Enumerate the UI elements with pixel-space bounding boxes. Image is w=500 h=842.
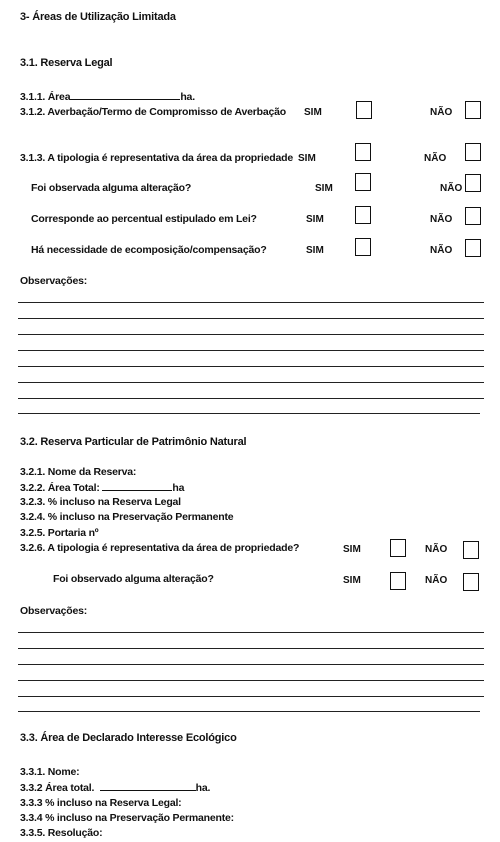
tipologia-32-no-label: NÃO (425, 544, 448, 555)
incluso-pp-label: 3.2.4. % incluso na Preservação Permanente (20, 511, 234, 523)
area-row (20, 90, 195, 103)
alteracao-32-yes-checkbox[interactable] (390, 572, 406, 590)
area-total-33-label: 3.3.2 Área total. (20, 782, 95, 794)
alteracao-yes-checkbox[interactable] (355, 173, 371, 191)
area-label: 3.1.1. Área (20, 91, 71, 103)
area-total-33-unit: ha. (195, 782, 211, 794)
obs-line-31-6[interactable] (18, 382, 484, 383)
percentual-yes-label: SIM (306, 214, 324, 225)
obs-line-31-8[interactable] (18, 413, 480, 414)
alteracao-no-label: NÃO (440, 183, 463, 194)
area-field[interactable] (70, 90, 180, 100)
alteracao-32-label: Foi observado alguma alteração? (53, 573, 214, 585)
section-title-adie: 3.3. Área de Declarado Interesse Ecológico (20, 732, 237, 744)
tipologia-yes-label: SIM (298, 153, 316, 164)
obs-line-32-1[interactable] (18, 632, 484, 633)
averbacao-label: 3.1.2. Averbação/Termo de Compromisso de Averbação (20, 106, 287, 118)
necessidade-no-label: NÃO (430, 245, 453, 256)
obs-line-32-4[interactable] (18, 680, 484, 681)
area-total-33-field[interactable] (100, 781, 196, 791)
resolucao-label: 3.3.5. Resolução: (20, 827, 103, 839)
obs-line-31-5[interactable] (18, 366, 484, 367)
tipologia-no-label: NÃO (424, 153, 447, 164)
area-total-row (20, 481, 184, 494)
obs-line-31-3[interactable] (18, 334, 484, 335)
alteracao-32-no-label: NÃO (425, 575, 448, 586)
tipologia-32-yes-checkbox[interactable] (390, 539, 406, 557)
necessidade-yes-label: SIM (306, 245, 324, 256)
percentual-no-label: NÃO (430, 214, 453, 225)
incluso-rl-33-label: 3.3.3 % incluso na Reserva Legal: (20, 797, 182, 809)
alteracao-32-no-checkbox[interactable] (463, 573, 479, 591)
observacoes-label-32: Observações: (20, 605, 88, 617)
necessidade-label: Há necessidade de ecomposição/compensação? (31, 244, 267, 256)
averbacao-no-label: NÃO (430, 107, 453, 118)
obs-line-32-6[interactable] (18, 711, 480, 712)
tipologia-32-yes-label: SIM (343, 544, 361, 555)
nome-reserva-label: 3.2.1. Nome da Reserva: (20, 466, 137, 478)
incluso-rl-label: 3.2.3. % incluso na Reserva Legal (20, 496, 181, 508)
area-total-field[interactable] (102, 481, 172, 491)
tipologia-no-checkbox[interactable] (465, 143, 481, 161)
obs-line-31-7[interactable] (18, 398, 484, 399)
tipologia-yes-checkbox[interactable] (355, 143, 371, 161)
alteracao-yes-label: SIM (315, 183, 333, 194)
obs-line-32-5[interactable] (18, 696, 484, 697)
obs-line-31-4[interactable] (18, 350, 484, 351)
obs-line-31-2[interactable] (18, 318, 484, 319)
alteracao-32-yes-label: SIM (343, 575, 361, 586)
averbacao-yes-checkbox[interactable] (356, 101, 372, 119)
portaria-label: 3.2.5. Portaria nº (20, 527, 99, 539)
obs-line-31-1[interactable] (18, 302, 484, 303)
necessidade-yes-checkbox[interactable] (355, 238, 371, 256)
percentual-no-checkbox[interactable] (465, 207, 481, 225)
obs-line-32-3[interactable] (18, 664, 484, 665)
section-title-rppn: 3.2. Reserva Particular de Patrimônio Natural (20, 436, 247, 448)
tipologia-label: 3.1.3. A tipologia é representativa da área da propriedade (20, 152, 293, 164)
area-total-33-row (20, 781, 210, 794)
area-unit: ha. (180, 91, 195, 103)
obs-line-32-2[interactable] (18, 648, 484, 649)
alteracao-label: Foi observada alguma alteração? (31, 182, 192, 194)
area-total-label: 3.2.2. Área Total: (20, 482, 100, 494)
percentual-label: Corresponde ao percentual estipulado em Lei? (31, 213, 257, 225)
section-title-reserva-legal: 3.1. Reserva Legal (20, 57, 113, 69)
nome-33-label: 3.3.1. Nome: (20, 766, 80, 778)
tipologia-32-no-checkbox[interactable] (463, 541, 479, 559)
averbacao-yes-label: SIM (304, 107, 322, 118)
alteracao-no-checkbox[interactable] (465, 174, 481, 192)
averbacao-no-checkbox[interactable] (465, 101, 481, 119)
observacoes-label-31: Observações: (20, 275, 88, 287)
tipologia-32-label: 3.2.6. A tipologia é representativa da área de propriedade? (20, 542, 300, 554)
percentual-yes-checkbox[interactable] (355, 206, 371, 224)
area-total-unit: ha (172, 482, 185, 494)
necessidade-no-checkbox[interactable] (465, 239, 481, 257)
incluso-pp-33-label: 3.3.4 % incluso na Preservação Permanente: (20, 812, 234, 824)
page-heading: 3- Áreas de Utilização Limitada (20, 11, 176, 23)
